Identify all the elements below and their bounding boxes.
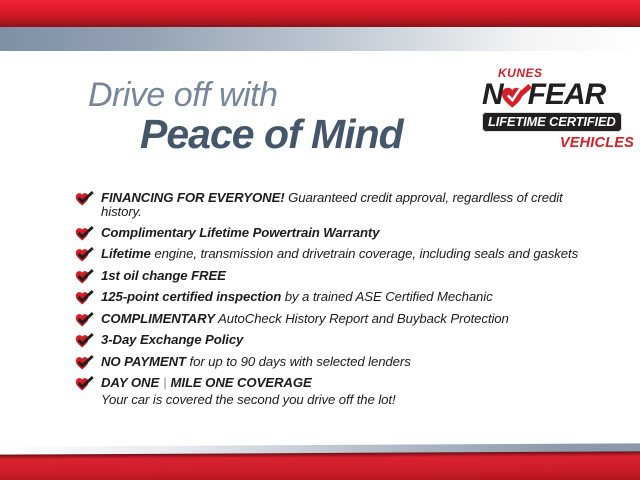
top-red-band <box>0 0 640 27</box>
logo-brand-text: KUNES <box>498 66 543 80</box>
benefit-bold-text: 1st oil change FREE <box>101 267 226 283</box>
heart-check-icon <box>75 191 94 206</box>
benefit-item <box>75 290 605 305</box>
benefit-detail-text: AutoCheck History Report and Buyback Protection <box>214 310 509 326</box>
benefit-text <box>101 290 493 304</box>
benefit-item <box>75 312 605 327</box>
logo-no-fear-row <box>482 80 634 110</box>
benefit-bold-text: Lifetime <box>101 246 151 262</box>
benefit-bold-text: FINANCING FOR EVERYONE! <box>101 190 285 205</box>
heart-check-icon <box>501 84 531 109</box>
kunes-no-fear-logo <box>482 66 634 151</box>
benefit-text <box>101 333 243 347</box>
benefit-item <box>75 355 605 370</box>
logo-fear-text: FEAR <box>527 78 606 111</box>
benefit-bold-text: 125-point certified inspection <box>101 289 282 305</box>
benefit-subline: Your car is covered the second you drive off the lot! <box>101 392 396 408</box>
benefit-item <box>75 333 605 348</box>
benefit-bold-text: NO PAYMENT <box>101 353 186 369</box>
benefit-bold-text: COMPLIMENTARY <box>101 310 215 326</box>
benefits-list <box>75 191 605 414</box>
benefit-detail-text: engine, transmission and drivetrain coverage, including seals and gaskets <box>150 246 579 262</box>
heart-check-icon <box>75 226 94 241</box>
benefit-bold-text: DAY ONE <box>101 375 160 391</box>
benefit-detail-text: by a trained ASE Certified Mechanic <box>281 289 493 305</box>
benefit-detail-text: for up to 90 days with selected lenders <box>185 353 411 369</box>
headline-line1: Drive off with <box>88 76 278 114</box>
lifetime-certified-banner: LIFETIME CERTIFIED <box>482 112 622 132</box>
heart-check-icon <box>75 355 94 370</box>
benefit-text <box>101 226 379 240</box>
bottom-red-band <box>0 451 640 480</box>
benefit-text <box>101 269 226 283</box>
headline-line2: Peace of Mind <box>140 111 403 157</box>
benefit-bold-text: 3-Day Exchange Policy <box>101 332 244 348</box>
heart-check-icon <box>75 312 94 327</box>
heart-check-icon <box>75 269 94 284</box>
heart-check-icon <box>75 247 94 262</box>
top-slate-gradient-band <box>0 27 640 51</box>
benefit-bold-text-2: MILE ONE COVERAGE <box>170 375 312 391</box>
heart-check-icon <box>75 376 94 391</box>
logo-vehicles-text: VEHICLES <box>559 135 634 151</box>
logo-no-letter: N <box>482 78 503 111</box>
benefit-item <box>75 376 605 407</box>
benefit-text <box>101 376 396 407</box>
benefit-item <box>75 226 605 241</box>
heart-check-icon <box>75 290 94 305</box>
heart-check-icon <box>75 333 94 348</box>
benefit-item <box>75 269 605 284</box>
benefit-text <box>101 247 578 261</box>
benefit-text <box>101 312 509 326</box>
benefit-item <box>75 247 605 262</box>
benefit-item <box>75 191 605 219</box>
benefit-text <box>101 355 411 369</box>
benefit-text <box>101 191 605 219</box>
benefit-bold-text: Complimentary Lifetime Powertrain Warranty <box>101 224 380 240</box>
benefit-separator: | <box>163 375 167 391</box>
benefit-detail-text: Guaranteed credit approval, regardless of credit history. <box>101 190 563 220</box>
